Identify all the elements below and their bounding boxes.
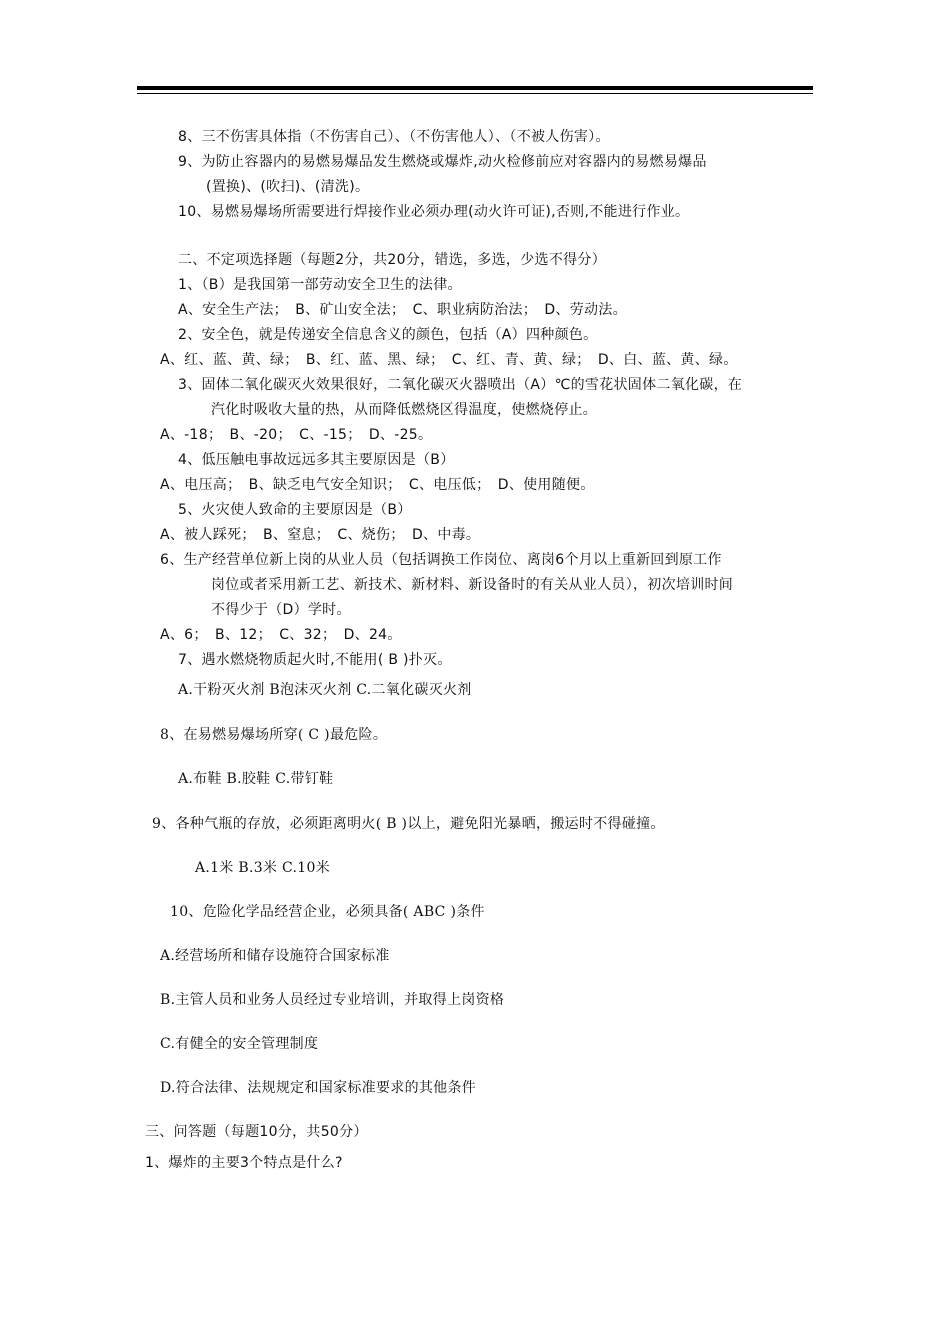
choice-q9-options: A.1米 B.3米 C.10米 <box>195 860 330 876</box>
choice-q2: 2、安全色，就是传递安全信息含义的颜色，包括（A）四种颜色。 <box>178 327 598 343</box>
fill-blank-q9-cont: (置换)、(吹扫)、(清洗)。 <box>206 179 370 195</box>
choice-q10-option-a: A.经营场所和储存设施符合国家标准 <box>160 948 390 964</box>
header-rule-thin <box>137 93 813 94</box>
choice-q5: 5、火灾使人致命的主要原因是（B） <box>178 502 412 518</box>
choice-q2-options: A、红、蓝、黄、绿； B、红、蓝、黑、绿； C、红、青、黄、绿； D、白、蓝、黄、绿。 <box>160 352 738 368</box>
choice-q8: 8、在易燃易爆场所穿( C )最危险。 <box>160 727 388 743</box>
choice-q9: 9、各种气瓶的存放，必须距离明火( B )以上，避免阳光暴晒，搬运时不得碰撞。 <box>152 816 665 832</box>
choice-q6: 6、生产经营单位新上岗的从业人员（包括调换工作岗位、离岗6个月以上重新回到原工作 <box>160 552 722 568</box>
choice-q1-options: A、安全生产法； B、矿山安全法； C、职业病防治法； D、劳动法。 <box>178 302 627 318</box>
fill-blank-q10: 10、易燃易爆场所需要进行焊接作业必须办理(动火许可证),否则,不能进行作业。 <box>178 204 690 220</box>
choice-q7: 7、遇水燃烧物质起火时,不能用( B )扑灭。 <box>178 652 452 668</box>
section-heading-qa: 三、问答题（每题10分，共50分） <box>145 1124 368 1140</box>
choice-q10-option-c: C.有健全的安全管理制度 <box>160 1036 319 1052</box>
choice-q4-options: A、电压高； B、缺乏电气安全知识； C、电压低； D、使用随便。 <box>160 477 595 493</box>
choice-q3-options: A、-18； B、-20； C、-15； D、-25。 <box>160 427 433 443</box>
choice-q1: 1、（B）是我国第一部劳动安全卫生的法律。 <box>178 277 462 293</box>
choice-q3: 3、固体二氧化碳灭火效果很好，二氧化碳灭火器喷出（A）℃的雪花状固体二氧化碳，在 <box>178 377 743 393</box>
section-heading-choice: 二、不定项选择题（每题2分，共20分，错选，多选，少选不得分） <box>178 252 607 268</box>
fill-blank-q9: 9、为防止容器内的易燃易爆品发生燃烧或爆炸,动火检修前应对容器内的易燃易爆品 <box>178 154 707 170</box>
choice-q10-option-b: B.主管人员和业务人员经过专业培训，并取得上岗资格 <box>160 992 505 1008</box>
choice-q3-cont: 汽化时吸收大量的热，从而降低燃烧区得温度，使燃烧停止。 <box>211 402 598 418</box>
choice-q4: 4、低压触电事故远远多其主要原因是（B） <box>178 452 455 468</box>
choice-q8-options: A.布鞋 B.胶鞋 C.带钉鞋 <box>178 771 334 787</box>
choice-q6-options: A、6； B、12； C、32； D、24。 <box>160 627 402 643</box>
qa-q1: 1、爆炸的主要3个特点是什么? <box>145 1155 343 1171</box>
choice-q10-option-d: D.符合法律、法规规定和国家标准要求的其他条件 <box>160 1080 477 1096</box>
choice-q6-cont-2: 不得少于（D）学时。 <box>211 602 351 618</box>
fill-blank-q8: 8、三不伤害具体指（不伤害自己）、（不伤害他人）、（不被人伤害）。 <box>178 129 610 145</box>
choice-q5-options: A、被人踩死； B、窒息； C、烧伤； D、中毒。 <box>160 527 481 543</box>
header-rule-thick <box>137 86 813 90</box>
choice-q10: 10、危险化学品经营企业，必须具备( ABC )条件 <box>170 904 485 920</box>
choice-q7-options: A.干粉灭火剂 B泡沫灭火剂 C.二氧化碳灭火剂 <box>178 682 472 698</box>
choice-q6-cont-1: 岗位或者采用新工艺、新技术、新材料、新设备时的有关从业人员），初次培训时间 <box>211 577 734 593</box>
